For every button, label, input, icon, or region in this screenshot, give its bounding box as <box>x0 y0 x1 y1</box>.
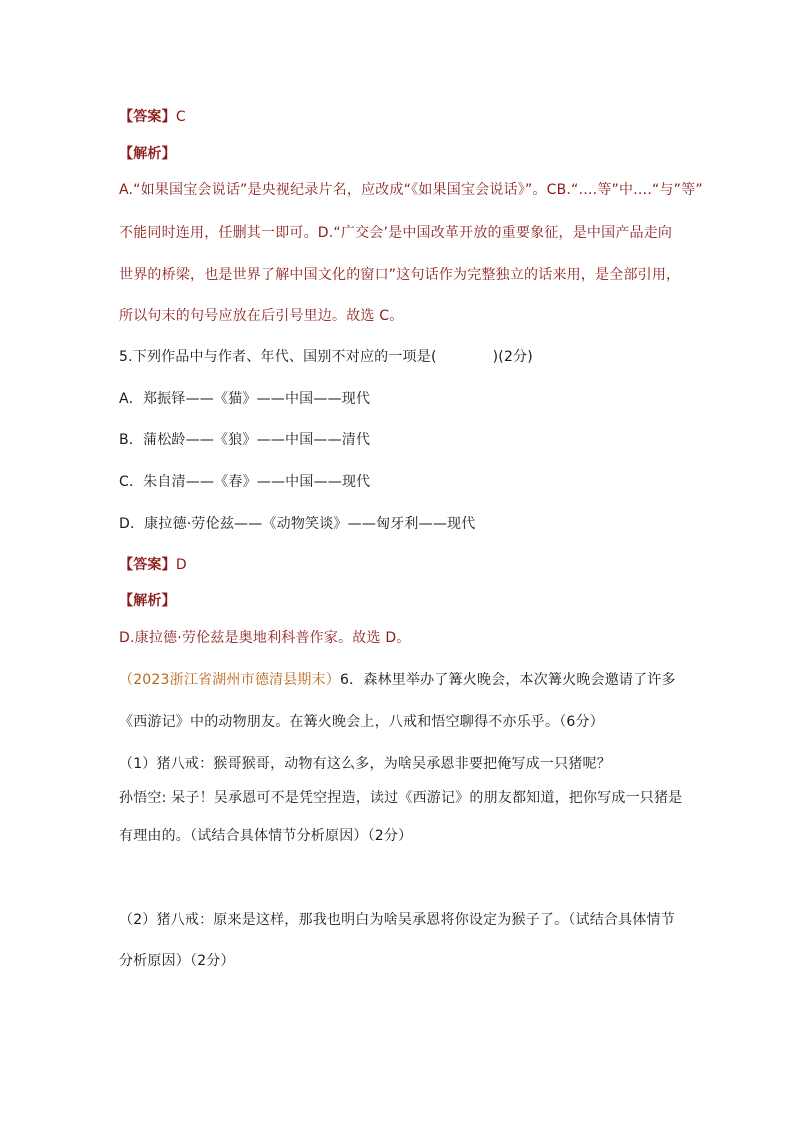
q4-answer-value: C <box>175 109 186 125</box>
q6-sub1-line-3: 有理由的。（试结合具体情节分析原因）（2分） <box>119 828 413 844</box>
q4-analysis-line-2: 不能同时连用，任删其一即可。D.“广交会’是中国改革开放的重要象征，是中国产品走向 <box>119 225 673 241</box>
q4-analysis-label-row <box>119 144 176 164</box>
q6-sub1-line-1: （1）猪八戒：猴哥猴哥，动物有这么多，为啥吴承恩非要把俺写成一只猪呢？ <box>119 756 611 772</box>
q4-answer-label: 【答案】 <box>119 109 176 125</box>
q6-stem-text-1: 6．森林里举办了篝火晚会，本次篝火晚会邀请了许多 <box>340 672 676 688</box>
q4-answer-row <box>119 107 186 127</box>
q5-analysis-text: D.康拉德·劳伦兹是奥地利科普作家。故选 D。 <box>119 630 411 646</box>
q5-answer-label: 【答案】 <box>119 557 176 573</box>
q5-stem-after: )(2分) <box>492 349 533 365</box>
q6-sub2-line-2: 分析原因）（2分） <box>119 953 235 969</box>
q4-analysis-line-1: A.“如果国宝会说话”是央视纪录片名，应改成“《如果国宝会说话》”。CB.“….等”中….“与”等” <box>119 182 703 198</box>
q6-stem-line-1 <box>119 670 676 690</box>
q5-option-d: D．康拉德·劳伦兹——《动物笑谈》——匈牙利——现代 <box>119 516 476 532</box>
q6-sub1-line-2: 孙悟空: 呆子！吴承恩可不是凭空捏造，读过《西游记》的朋友都知道，把你写成一只猪是 <box>119 790 683 806</box>
q5-option-a: A．郑振铎——《猫》——中国——现代 <box>119 391 371 407</box>
q5-option-c: C．朱自清——《春》——中国——现代 <box>119 474 371 490</box>
q6-sub2-line-1: （2）猪八戒：原来是这样，那我也明白为啥吴承恩将你设定为猴子了。（试结合具体情节 <box>119 912 675 928</box>
q5-stem-before: 5.下列作品中与作者、年代、国别不对应的一项是( <box>119 349 437 365</box>
q5-analysis-label-row <box>119 591 176 611</box>
q4-analysis-line-4: 所以句末的句号应放在后引号里边。故选 C。 <box>119 308 404 324</box>
q4-analysis-line-3: 世界的桥梁，也是世界了解中国文化的窗口”这句话作为完整独立的话来用，是全部引用， <box>119 267 681 283</box>
q4-analysis-label: 【解析】 <box>119 146 176 162</box>
q5-option-b: B．蒲松龄——《狼》——中国——清代 <box>119 432 371 448</box>
q6-stem-line-2: 《西游记》中的动物朋友。在篝火晚会上，八戒和悟空聊得不亦乐乎。（6分） <box>119 714 604 730</box>
q5-answer-value: D <box>175 557 187 573</box>
q5-analysis-label: 【解析】 <box>119 593 176 609</box>
q6-source: （2023浙江省湖州市德清县期末） <box>119 672 341 688</box>
q5-answer-row <box>119 555 187 575</box>
q5-stem <box>119 347 533 367</box>
